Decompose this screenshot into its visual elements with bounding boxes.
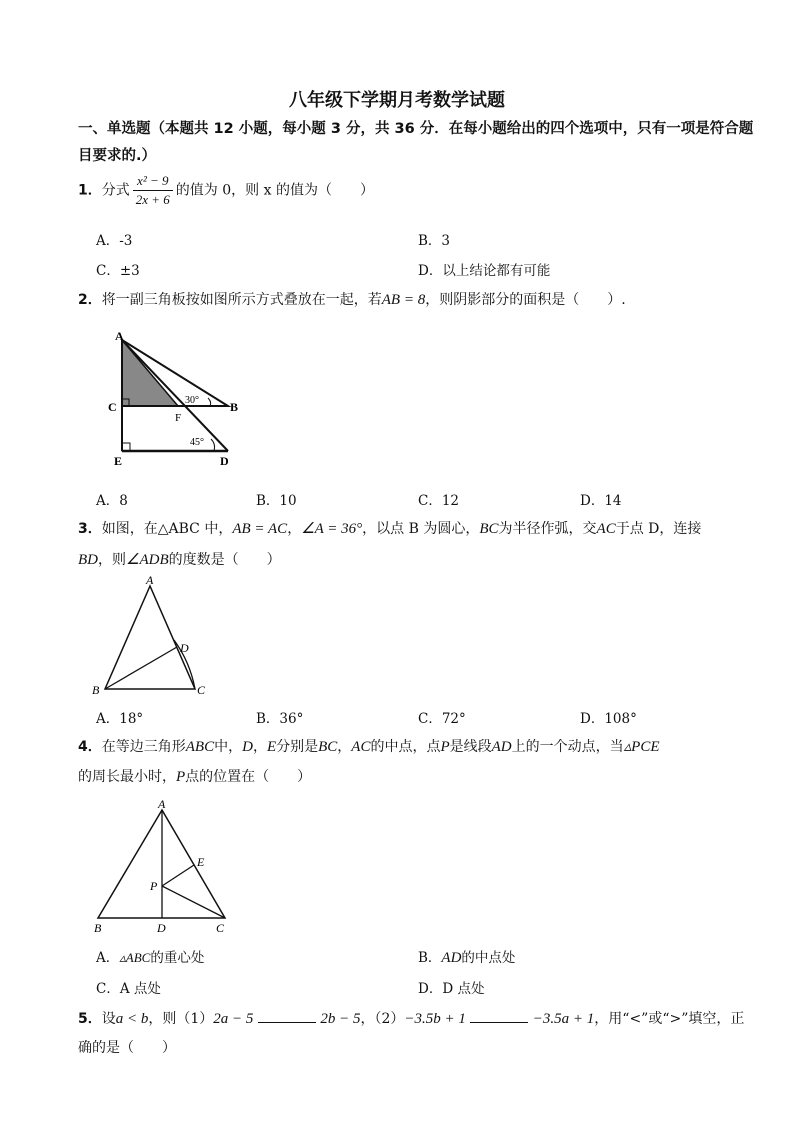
- option-a[interactable]: [96, 946, 204, 966]
- option-d[interactable]: D．D 点处: [418, 981, 485, 997]
- label-a: A: [115, 329, 124, 343]
- option-d[interactable]: D．14: [580, 493, 622, 509]
- option-d[interactable]: D．以上结论都有可能: [418, 263, 551, 279]
- question-number: 1．: [78, 182, 102, 199]
- question-text: 在等边三角形: [101, 739, 186, 755]
- math-expression: P: [176, 769, 186, 785]
- question-text: 是线段: [449, 739, 492, 755]
- question-text: 中，: [214, 739, 243, 755]
- math-expression: a < b: [115, 1011, 149, 1027]
- math-expression: −3.5a + 1: [532, 1011, 595, 1027]
- question-2: [78, 290, 626, 310]
- math-expression: P: [440, 739, 450, 755]
- option-b[interactable]: B．3: [418, 233, 451, 249]
- option-c[interactable]: C．A 点处: [96, 981, 161, 997]
- label-e: E: [197, 855, 205, 869]
- question-text: ，用“<”或“>”填空，正: [594, 1011, 745, 1027]
- math-expression: AB = AC: [232, 521, 288, 537]
- label-c: C: [108, 400, 117, 414]
- question-text: 设: [101, 1011, 116, 1027]
- math-expression: AC: [351, 739, 371, 755]
- question-number: 2．: [78, 292, 102, 308]
- math-expression: BC: [318, 739, 338, 755]
- question-text: ，则阴影部分的面积是（ ）.: [425, 292, 626, 308]
- question-text: ，则: [98, 552, 126, 568]
- question-text: 的中点，点: [370, 739, 441, 755]
- math-expression: ▵ABC: [119, 950, 151, 965]
- label-d: D: [157, 921, 166, 935]
- option-a[interactable]: A．-3: [96, 233, 133, 249]
- question-text: 于点 D，连接: [615, 521, 702, 537]
- option-b[interactable]: B．36°: [256, 711, 304, 727]
- option-b[interactable]: [418, 946, 515, 967]
- page-title: 八年级下学期月考数学试题: [289, 90, 505, 111]
- label-a: A: [146, 573, 154, 587]
- question-1: [78, 172, 374, 209]
- fraction-denominator: 2x + 6: [135, 192, 170, 207]
- fraction-numerator: x² − 9: [133, 172, 173, 191]
- fraction: [133, 172, 173, 209]
- angle-45-label: 45°: [190, 437, 204, 448]
- question-5-line-1: [78, 1008, 744, 1029]
- option-c[interactable]: C．72°: [418, 711, 466, 727]
- label-c: C: [197, 683, 206, 697]
- question-text: ，: [287, 521, 302, 537]
- label-d: D: [220, 454, 229, 468]
- question-3-line-1: [78, 519, 701, 539]
- math-expression: AB = 8: [381, 292, 426, 308]
- option-a[interactable]: A．18°: [96, 711, 144, 727]
- question-text: ，: [337, 739, 352, 755]
- question-text: 点的位置在（ ）: [185, 769, 312, 785]
- option-a[interactable]: A．8: [96, 493, 128, 509]
- answer-blank[interactable]: [258, 1008, 316, 1023]
- label-a: A: [158, 797, 166, 811]
- question-3-line-2: [78, 550, 281, 570]
- question-4-line-2: [78, 767, 311, 787]
- label-c: C: [216, 921, 225, 935]
- label-e: E: [114, 454, 123, 468]
- question-number: 3．: [78, 521, 102, 537]
- label-b: B: [92, 683, 100, 697]
- question-4-line-1: [78, 737, 659, 757]
- question-text: 的度数是（ ）: [168, 552, 281, 568]
- figure-equilateral-triangle: [86, 796, 236, 938]
- math-expression: D: [242, 739, 253, 755]
- math-expression: BC: [479, 521, 499, 537]
- math-expression: E: [266, 739, 277, 755]
- option-label: B．: [418, 950, 442, 966]
- question-text: ，（2）: [360, 1011, 405, 1027]
- math-expression: ∠A = 36°: [301, 521, 363, 537]
- question-text: 的值为 0，则 x 的值为（ ）: [175, 182, 374, 199]
- question-text: 分别是: [276, 739, 319, 755]
- question-5-line-2: 确的是（ ）: [78, 1040, 176, 1056]
- option-text: 的重心处: [150, 950, 205, 966]
- label-f: F: [175, 412, 182, 424]
- math-expression: AD: [491, 739, 512, 755]
- question-text: ，: [252, 739, 267, 755]
- figure-triangle-rulers: [100, 328, 250, 470]
- label-p: P: [150, 879, 158, 893]
- question-text: ，以点 B 为圆心，: [362, 521, 480, 537]
- question-text: 将一副三角板按如图所示方式叠放在一起，若: [101, 292, 382, 308]
- question-text: 的周长最小时，: [78, 769, 176, 785]
- math-expression: 2a − 5: [213, 1011, 254, 1027]
- question-number: 4．: [78, 739, 102, 755]
- math-expression: ∠ADB: [126, 552, 169, 568]
- question-text: ，则（1）: [148, 1011, 214, 1027]
- question-number: 5．: [78, 1011, 102, 1027]
- question-text: 为半径作弧，交: [498, 521, 597, 537]
- math-expression: ▵PCE: [623, 739, 660, 755]
- angle-30-label: 30°: [185, 395, 199, 406]
- math-expression: ABC: [185, 739, 215, 755]
- option-c[interactable]: C．12: [418, 493, 460, 509]
- option-c[interactable]: C．±3: [96, 263, 140, 279]
- question-text: 如图，在△ABC 中，: [101, 521, 233, 537]
- option-text: 的中点处: [461, 950, 516, 966]
- option-b[interactable]: B．10: [256, 493, 297, 509]
- label-d: D: [180, 641, 189, 655]
- option-d[interactable]: D．108°: [580, 711, 637, 727]
- math-expression: 2b − 5: [320, 1011, 361, 1027]
- math-expression: −3.5b + 1: [404, 1011, 466, 1027]
- math-expression: AC: [596, 521, 616, 537]
- math-expression: BD: [78, 552, 98, 568]
- question-text: 分式: [101, 182, 130, 199]
- label-b: B: [94, 921, 102, 935]
- label-b: B: [230, 400, 239, 414]
- question-text: 上的一个动点，当: [511, 739, 624, 755]
- math-expression: AD: [441, 950, 462, 966]
- section-heading: 一、单选题（本题共 12 小题，每小题 3 分，共 36 分．在每小题给出的四个选项中，只有一项是符合题目要求的.）: [78, 121, 754, 164]
- option-label: A．: [96, 950, 120, 966]
- figure-isosceles-triangle: [88, 572, 218, 700]
- answer-blank[interactable]: [470, 1008, 528, 1023]
